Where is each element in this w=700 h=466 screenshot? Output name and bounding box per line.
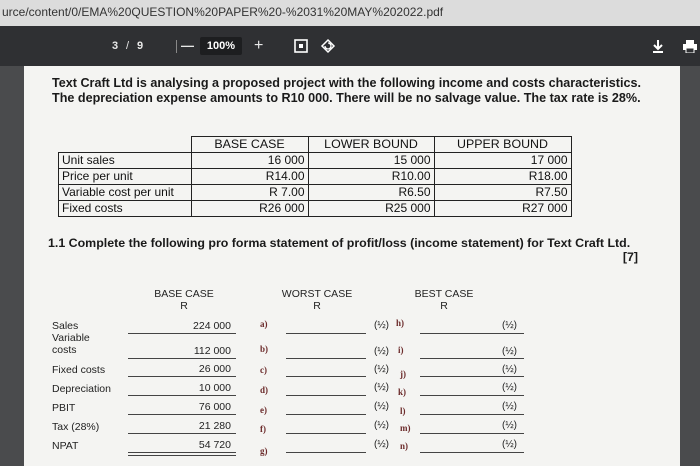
zoom-level[interactable]: 100% bbox=[200, 37, 242, 55]
stmt-line bbox=[128, 376, 236, 377]
stmt-value: 112 000 bbox=[193, 345, 231, 357]
table-row bbox=[59, 153, 572, 169]
header-base-case: BASE CASE bbox=[191, 137, 308, 153]
answer-line-worst[interactable] bbox=[286, 452, 366, 453]
half-mark: (½) bbox=[374, 439, 389, 450]
stmt-value: 76 000 bbox=[198, 401, 231, 413]
cell-upper: R7.50 bbox=[434, 185, 571, 201]
row-label: Price per unit bbox=[59, 169, 192, 185]
answer-line-worst[interactable] bbox=[286, 433, 366, 434]
answer-line-worst[interactable] bbox=[286, 414, 366, 415]
answer-line-best[interactable] bbox=[420, 414, 524, 415]
table-corner bbox=[59, 137, 192, 153]
col-header-base bbox=[144, 288, 224, 312]
toolbar-divider bbox=[176, 40, 177, 53]
fit-page-icon[interactable] bbox=[294, 26, 308, 66]
answer-line-best[interactable] bbox=[420, 358, 524, 359]
cell-base: R 7.00 bbox=[191, 185, 308, 201]
page-separator: / bbox=[126, 40, 130, 52]
stmt-label-pbit: PBIT bbox=[52, 402, 76, 414]
cell-lower: R10.00 bbox=[308, 169, 434, 185]
header-lower-bound: LOWER BOUND bbox=[308, 137, 434, 153]
answer-line-best[interactable] bbox=[420, 333, 524, 334]
base-case-unit: R bbox=[180, 300, 188, 312]
cell-upper: 17 000 bbox=[434, 153, 571, 169]
half-mark: (½) bbox=[502, 439, 517, 450]
half-mark: (½) bbox=[374, 364, 389, 375]
half-mark: (½) bbox=[502, 420, 517, 431]
answer-letter: n) bbox=[400, 441, 409, 451]
stmt-line bbox=[128, 358, 236, 359]
stmt-value: 224 000 bbox=[193, 320, 231, 332]
half-mark: (½) bbox=[502, 364, 517, 375]
stmt-label-fixed-costs: Fixed costs bbox=[52, 364, 106, 376]
answer-letter: l) bbox=[400, 406, 406, 416]
answer-letter: b) bbox=[260, 344, 269, 354]
stmt-value: 10 000 bbox=[198, 382, 231, 394]
rotate-icon[interactable] bbox=[320, 26, 336, 66]
zoom-in-button[interactable]: + bbox=[254, 37, 264, 54]
col-header-worst bbox=[272, 288, 362, 312]
stmt-value: 26 000 bbox=[198, 363, 231, 375]
download-icon[interactable] bbox=[652, 26, 664, 66]
half-mark: (½) bbox=[502, 382, 517, 393]
question-marks: [7] bbox=[622, 250, 638, 264]
half-mark: (½) bbox=[374, 420, 389, 431]
answer-line-worst[interactable] bbox=[286, 395, 366, 396]
best-case-label: BEST CASE bbox=[414, 288, 474, 300]
table-row bbox=[59, 201, 572, 217]
worst-case-label: WORST CASE bbox=[281, 288, 353, 300]
stmt-line bbox=[128, 395, 236, 396]
best-case-unit: R bbox=[440, 300, 448, 312]
pdf-toolbar bbox=[0, 26, 700, 66]
half-mark: (½) bbox=[374, 346, 389, 357]
answer-letter: c) bbox=[260, 365, 267, 375]
answer-line-best[interactable] bbox=[420, 395, 524, 396]
stmt-line bbox=[128, 333, 236, 334]
stmt-label-sales: Sales bbox=[52, 320, 79, 332]
half-mark: (½) bbox=[374, 320, 389, 331]
answer-letter: f) bbox=[260, 424, 266, 434]
stmt-label-tax: Tax (28%) bbox=[52, 421, 100, 433]
worst-case-unit: R bbox=[313, 300, 321, 312]
answer-letter: k) bbox=[398, 387, 407, 397]
answer-line-worst[interactable] bbox=[286, 358, 366, 359]
pdf-page bbox=[24, 66, 680, 466]
stmt-label-depreciation: Depreciation bbox=[52, 383, 111, 395]
url-bar[interactable]: urce/content/0/EMA%20QUESTION%20PAPER%20-%2031%20MAY%202022.pdf bbox=[0, 0, 700, 26]
answer-letter: d) bbox=[260, 385, 269, 395]
half-mark: (½) bbox=[502, 320, 517, 331]
row-label: Variable cost per unit bbox=[59, 185, 192, 201]
page-current[interactable]: 3 bbox=[112, 40, 119, 52]
cell-base: R14.00 bbox=[191, 169, 308, 185]
cell-upper: R27 000 bbox=[434, 201, 571, 217]
print-icon[interactable] bbox=[682, 26, 698, 66]
scenario-table bbox=[58, 136, 572, 217]
answer-letter: j) bbox=[400, 369, 406, 379]
answer-line-best[interactable] bbox=[420, 433, 524, 434]
answer-letter: g) bbox=[260, 446, 268, 456]
stmt-label-npat: NPAT bbox=[52, 440, 79, 452]
answer-letter: m) bbox=[400, 423, 411, 433]
stmt-value: 54 720 bbox=[198, 439, 231, 451]
table-row bbox=[59, 185, 572, 201]
stmt-line bbox=[128, 452, 236, 453]
cell-lower: 15 000 bbox=[308, 153, 434, 169]
stmt-label-variable-costs: Variable costs bbox=[52, 332, 90, 356]
half-mark: (½) bbox=[502, 346, 517, 357]
answer-line-best[interactable] bbox=[420, 452, 524, 453]
page-total: 9 bbox=[137, 40, 144, 52]
header-upper-bound: UPPER BOUND bbox=[434, 137, 571, 153]
answer-line-worst[interactable] bbox=[286, 333, 366, 334]
stmt-line bbox=[128, 414, 236, 415]
half-mark: (½) bbox=[374, 382, 389, 393]
answer-letter: e) bbox=[260, 405, 267, 415]
row-label: Unit sales bbox=[59, 153, 192, 169]
answer-letter: h) bbox=[396, 318, 405, 328]
cell-lower: R6.50 bbox=[308, 185, 434, 201]
half-mark: (½) bbox=[374, 401, 389, 412]
question-text: 1.1 Complete the following pro forma statement of profit/loss (income statement) for Text Craft Ltd. bbox=[48, 236, 631, 250]
answer-line-best[interactable] bbox=[420, 376, 524, 377]
cell-base: 16 000 bbox=[191, 153, 308, 169]
stmt-line bbox=[128, 433, 236, 434]
row-label: Fixed costs bbox=[59, 201, 192, 217]
answer-letter: i) bbox=[398, 345, 404, 355]
stmt-value: 21 280 bbox=[198, 420, 231, 432]
cell-upper: R18.00 bbox=[434, 169, 571, 185]
question-heading bbox=[48, 236, 638, 264]
answer-line-worst[interactable] bbox=[286, 376, 366, 377]
cell-base: R26 000 bbox=[191, 201, 308, 217]
table-row bbox=[59, 169, 572, 185]
base-case-label: BASE CASE bbox=[154, 288, 214, 300]
intro-paragraph: Text Craft Ltd is analysing a proposed project with the following income and costs characteristics. The depreciation expense amounts to R10 000. There will be no salvage value. The tax rate is 28%. bbox=[52, 76, 641, 105]
zoom-out-button[interactable]: — bbox=[181, 38, 194, 53]
cell-lower: R25 000 bbox=[308, 201, 434, 217]
col-header-best bbox=[404, 288, 484, 312]
answer-letter: a) bbox=[260, 319, 268, 329]
half-mark: (½) bbox=[502, 401, 517, 412]
stmt-double-line bbox=[128, 455, 236, 456]
